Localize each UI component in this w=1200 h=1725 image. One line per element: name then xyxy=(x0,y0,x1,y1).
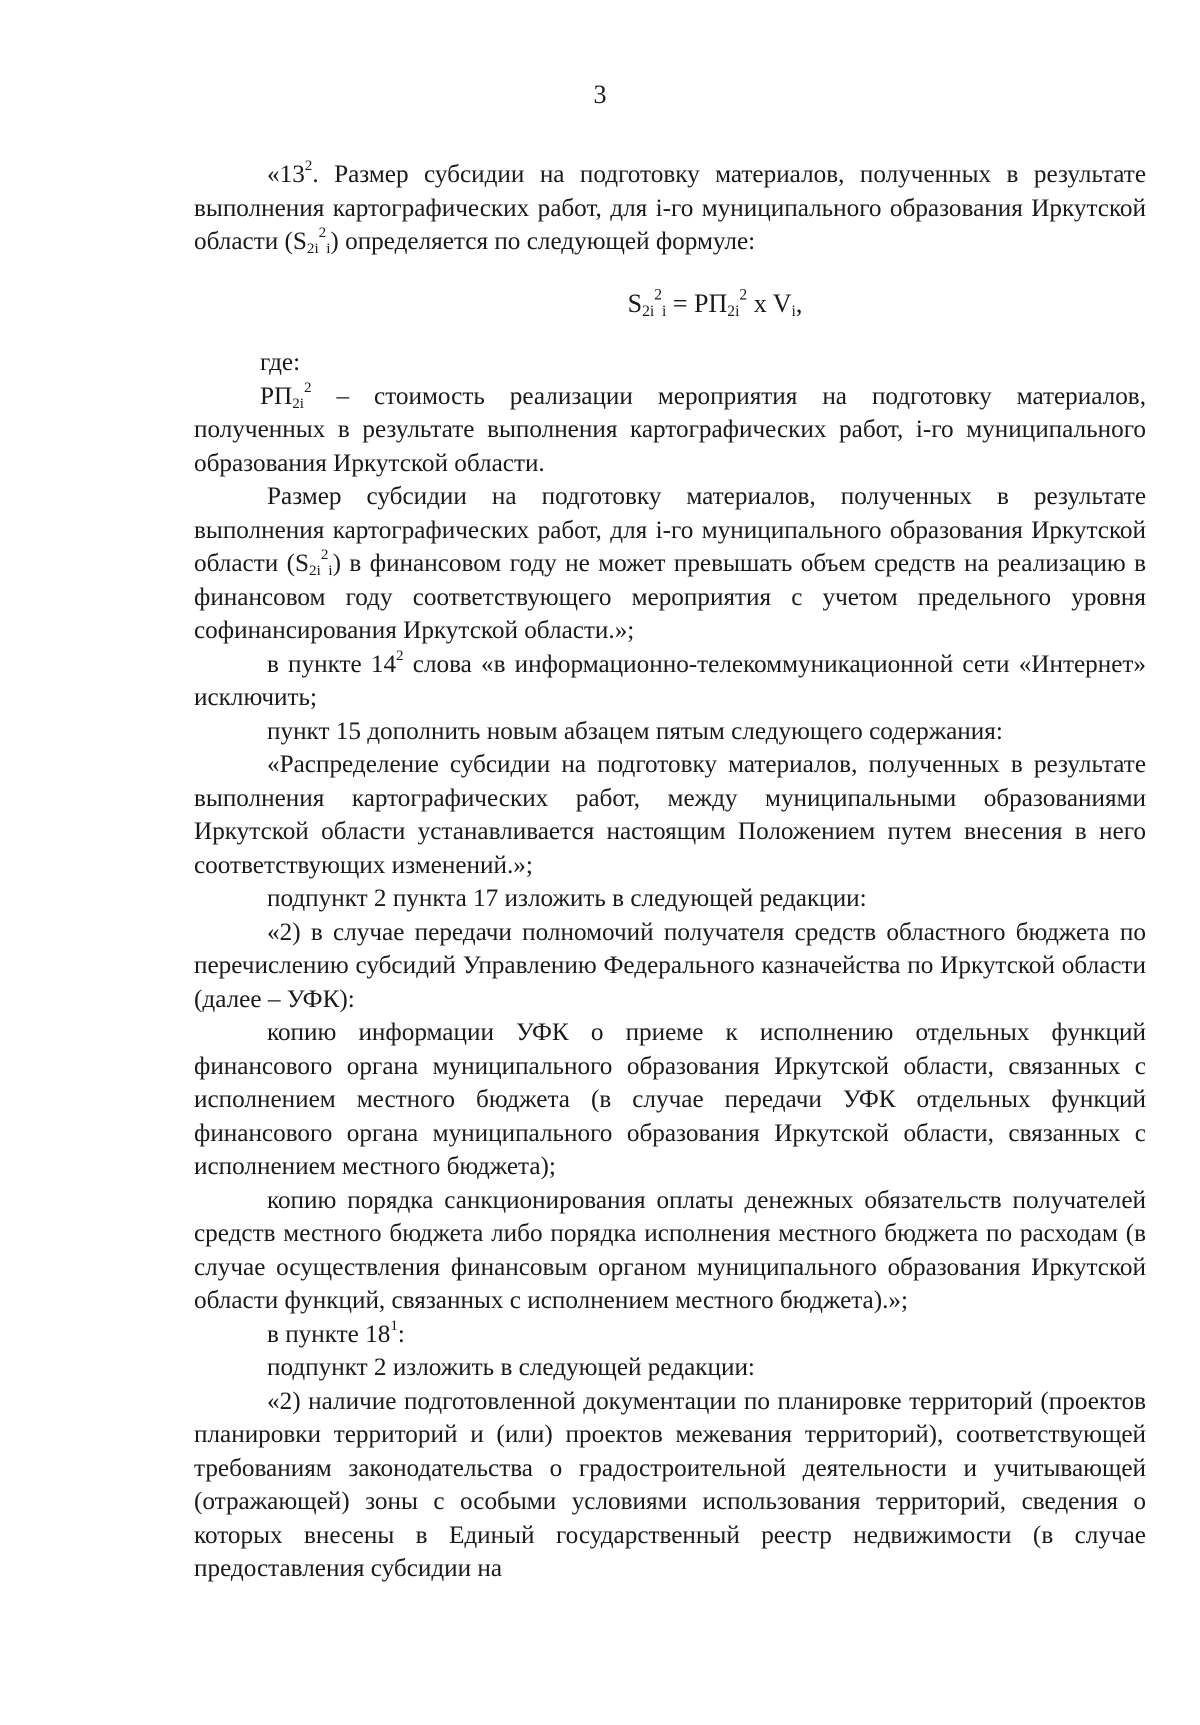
paragraph-point-14-2 xyxy=(194,648,1146,715)
paragraph-documentation: «2) наличие подготовленной документации по планировке территорий (проектов планировки территорий и (или) проектов межевания территорий), соответствующей требованиям законодательства о градостроительной деятельности и учитывающей (отражающей) зоны с особыми условиями использования территорий, сведения о которых внесены в Единый государственный реестр недвижимости (в случае предоставления субсидии на xyxy=(194,1387,1146,1582)
subscript: i xyxy=(328,562,333,579)
text: «13 xyxy=(267,161,305,188)
paragraph-where: где: xyxy=(260,349,301,376)
superscript: 2 xyxy=(396,647,404,664)
superscript: 2 xyxy=(739,286,748,304)
text: в пункте 18 xyxy=(267,1320,391,1348)
formula-v: x V xyxy=(747,288,792,318)
text: ) определяется по следующей формуле: xyxy=(330,228,756,255)
subscript: 2i xyxy=(292,395,304,412)
subscript: 2i xyxy=(309,562,321,579)
text: в пункте 14 xyxy=(267,650,397,678)
paragraph-subpoint-2: подпункт 2 изложить в следующей редакции: xyxy=(267,1354,755,1381)
paragraph-subsidy-limit xyxy=(194,480,1146,648)
document-body xyxy=(194,158,1146,1586)
text: РП xyxy=(260,382,293,410)
paragraph-point-18-1 xyxy=(194,1318,1146,1352)
superscript: 2 xyxy=(318,224,327,241)
superscript: 2 xyxy=(320,546,329,563)
text: : xyxy=(397,1320,405,1348)
superscript: 2 xyxy=(303,379,312,396)
subscript: i xyxy=(791,302,796,320)
paragraph-point-15: пункт 15 дополнить новым абзацем пятым следующего содержания: xyxy=(267,717,1003,745)
superscript: 1 xyxy=(390,1317,398,1334)
paragraph-subsidy-size-13-2 xyxy=(194,158,1146,259)
formula-rp: = РП xyxy=(666,288,728,318)
subscript: 2i xyxy=(306,240,319,257)
formula-end: , xyxy=(795,288,803,318)
superscript: 2 xyxy=(654,286,663,304)
text: . Размер субсидии на подготовку материалов, полученных в результате выполнения картографических работ, для i-го муниципального образования Иркутской области (S xyxy=(194,161,1146,255)
subscript: 2i xyxy=(642,302,655,320)
text: Размер субсидии на подготовку материалов, полученных в результате выполнения картографических работ, для i-го муниципального образования Иркутской области (S xyxy=(194,483,1146,577)
subscript: i xyxy=(326,240,331,257)
paragraph-distribution: «Распределение субсидии на подготовку материалов, полученных в результате выполнения картографических работ, между муниципальными образованиями Иркутской области устанавливается настоящим Положением путем внесения в него соответствующих изменений.»; xyxy=(194,751,1146,879)
page-number: 3 xyxy=(593,80,607,109)
formula xyxy=(194,287,1146,321)
subscript: i xyxy=(662,302,667,320)
paragraph-point-17: подпункт 2 пункта 17 изложить в следующей редакции: xyxy=(267,885,867,912)
text: – стоимость реализации мероприятия на подготовку материалов, полученных в результате выполнения картографических работ, i-го муниципального образования Иркутской области. xyxy=(194,382,1146,477)
superscript: 2 xyxy=(304,157,313,174)
text: слова «в информационно-телекоммуникационной сети «Интернет» исключить; xyxy=(194,650,1146,711)
formula-s: S xyxy=(627,288,643,318)
paragraph-rp-definition xyxy=(194,380,1146,481)
subscript: 2i xyxy=(727,302,740,320)
text: ) в финансовом году не может превышать объем средств на реализацию в финансовом году соответствующего мероприятия с учетом предельного уровня софинансирования Иркутской области.»; xyxy=(194,550,1146,644)
paragraph-copy-order: копию порядка санкционирования оплаты денежных обязательств получателей средств местного бюджета либо порядка исполнения местного бюджета по расходам (в случае осуществления финансовым органом муниципального образования Иркутской области функций, связанных с исполнением местного бюджета).»; xyxy=(194,1186,1146,1314)
paragraph-point-17-2: «2) в случае передачи полномочий получателя средств областного бюджета по перечислению субсидий Управлению Федерального казначейства по Иркутской области (далее – УФК): xyxy=(194,918,1146,1013)
paragraph-copy-ufk-info: копию информации УФК о приеме к исполнению отдельных функций финансового органа муниципального образования Иркутской области, связанных с исполнением местного бюджета (в случае передачи УФК отдельных функций финансового органа муниципального образования Иркутской области, связанных с исполнением местного бюджета); xyxy=(194,1019,1146,1180)
